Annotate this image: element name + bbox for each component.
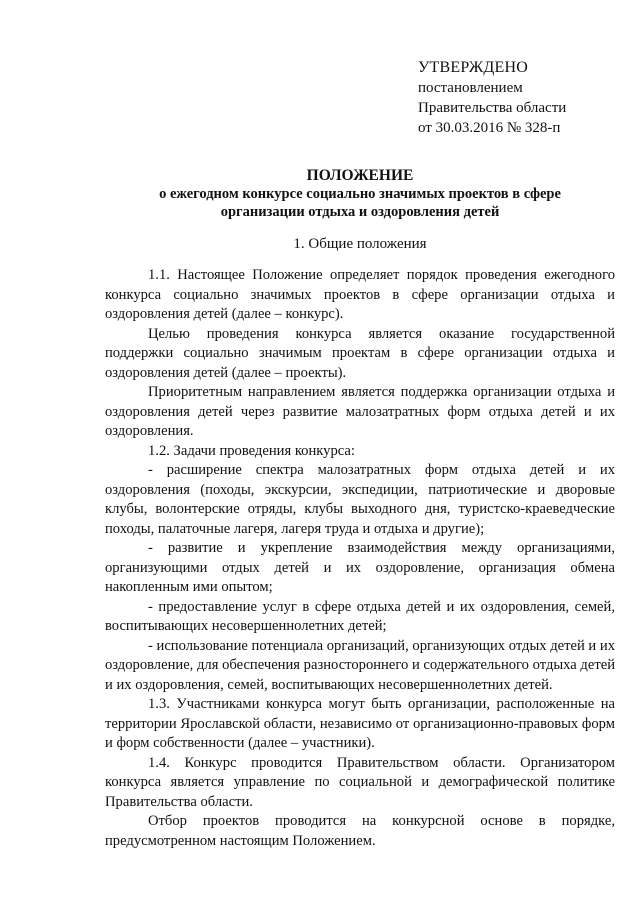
section-heading: 1. Общие положения [293, 236, 427, 252]
paragraph-1-4: 1.4. Конкурс проводится Правительством области. Организатором конкурса является управление по социальной и демографической политике Правительства области. [105, 754, 615, 810]
document-title [105, 166, 615, 221]
approval-title: УТВЕРЖДЕНО [418, 59, 529, 76]
paragraph-goal: Целью проведения конкурса является оказание государственной поддержки социально значимым проектам в сфере организации отдыха и оздоровления детей (далее – проекты). [105, 325, 615, 381]
paragraph-selection: Отбор проектов проводится на конкурсной основе в порядке, предусмотренном настоящим Положением. [105, 813, 615, 849]
task-item-1: - расширение спектра малозатратных форм отдыха детей и их оздоровления (походы, экскурсии, экспедиции, патриотические и дворовые клубы, волонтерские отряды, клубы выходного дня, туристско-краеведческие походы, палаточные лагеря, лагеря труда и отдыха и другие); [105, 462, 615, 537]
approval-line-1: постановлением [418, 80, 523, 96]
paragraph-1-1: 1.1. Настоящее Положение определяет порядок проведения ежегодного конкурса социально значимых проектов в сфере организации отдыха и оздоровления детей (далее – конкурс). [105, 267, 615, 322]
paragraph-priority: Приоритетным направлением является поддержка организации отдыха и оздоровления детей через развитие малозатратных форм отдыха детей и их оздоровления. [105, 384, 615, 439]
paragraph-1-3: 1.3. Участниками конкурса могут быть организации, расположенные на территории Ярославской области, независимо от организационно-правовых форм и форм собственности (далее – участники). [105, 696, 615, 751]
paragraph-1-2: 1.2. Задачи проведения конкурса: [148, 442, 355, 459]
approval-line-3: от 30.03.2016 № 328-п [418, 120, 561, 136]
task-item-4: - использование потенциала организаций, организующих отдых детей и их оздоровление, для обеспечения разностороннего и содержательного отдыха детей и их оздоровления, семей, воспитывающих несовершеннолетних детей. [105, 637, 615, 693]
task-item-2: - развитие и укрепление взаимодействия между организациями, организующими отдых детей и их оздоровление, организация обмена накопленным ими опытом; [105, 540, 615, 595]
approval-line-2: Правительства области [418, 100, 567, 116]
document-body [105, 266, 615, 851]
document-title-sub-2: организации отдыха и оздоровления детей [220, 204, 500, 220]
document-title-main: ПОЛОЖЕНИЕ [306, 167, 414, 184]
document-title-sub-1: о ежегодном конкурсе социально значимых проектов в сфере [159, 186, 561, 202]
approval-stamp [418, 58, 566, 138]
task-item-3: - предоставление услуг в сфере отдыха детей и их оздоровления, семей, воспитывающих несовершеннолетних детей; [105, 598, 615, 634]
